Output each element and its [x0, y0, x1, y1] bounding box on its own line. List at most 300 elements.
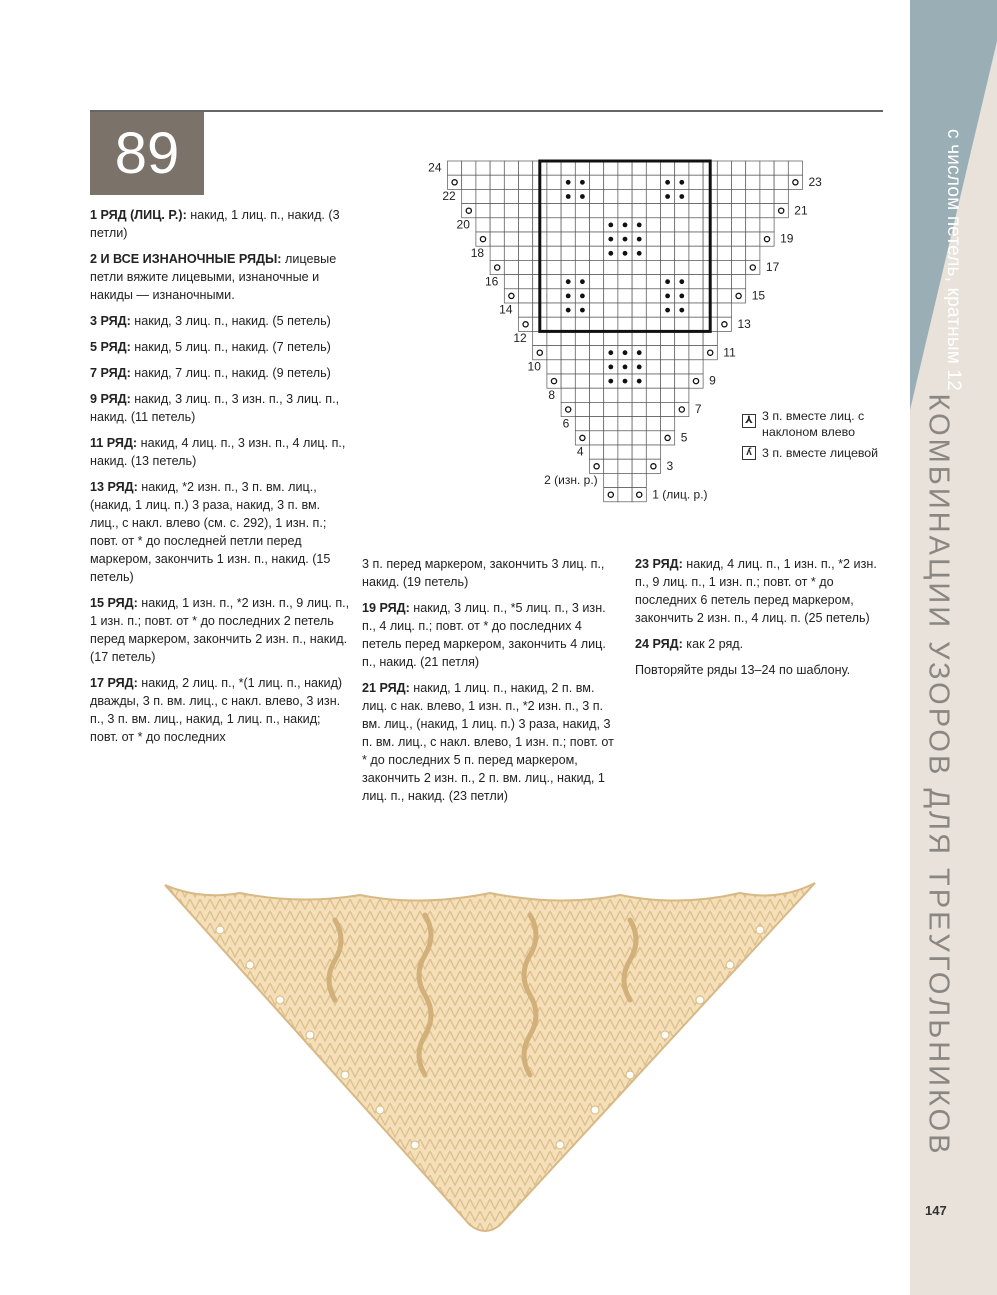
- chart-cell: [632, 275, 646, 289]
- chart-cell: [618, 431, 632, 445]
- chart-cell: [547, 331, 561, 345]
- chart-cell: [675, 388, 689, 402]
- row-text: накид, 2 лиц. п., *(1 лиц. п., накид) дважды, 3 п. вм. лиц., с накл. влево, 3 изн. п., 3 п. вм. лиц., накид, 1 лиц. п., накид; повт. от * до последних: [90, 676, 343, 744]
- left-slant-decrease-icon: ⅄: [742, 414, 756, 428]
- chart-cell: [575, 346, 589, 360]
- chart-cell: [604, 459, 618, 473]
- chart-cell: [646, 246, 660, 260]
- chart-cell: [448, 161, 462, 175]
- purl-symbol: [608, 365, 613, 370]
- row-label-left: 6: [562, 416, 570, 431]
- chart-cell: [618, 459, 632, 473]
- chart-cell: [717, 189, 731, 203]
- chart-cell: [760, 175, 774, 189]
- instruction-paragraph: [90, 674, 352, 746]
- chart-cell: [717, 246, 731, 260]
- chart-cell: [632, 473, 646, 487]
- chart-cell: [547, 360, 561, 374]
- chart-cell: [689, 374, 703, 388]
- row-label-left: 2 (изн. р.): [544, 473, 598, 488]
- chart-cell: [519, 218, 533, 232]
- chart-cell: [732, 260, 746, 274]
- chart-cell: [519, 161, 533, 175]
- chart-cell: [618, 260, 632, 274]
- chart-cell: [689, 360, 703, 374]
- chart-cell: [547, 303, 561, 317]
- chart-cell: [604, 417, 618, 431]
- chart-cell: [717, 303, 731, 317]
- chart-cell: [632, 289, 646, 303]
- chart-cell: [618, 289, 632, 303]
- chart-cell: [675, 232, 689, 246]
- chart-cell: [646, 331, 660, 345]
- chart-cell: [732, 246, 746, 260]
- row-label-right: 5: [680, 430, 688, 445]
- instruction-paragraph: [90, 594, 352, 666]
- chart-cell: [618, 388, 632, 402]
- chart-cell: [519, 232, 533, 246]
- chart-cell: [675, 317, 689, 331]
- row-label-right: 7: [694, 402, 702, 417]
- chart-cell: [661, 317, 675, 331]
- chart-cell: [561, 360, 575, 374]
- chart-cell: [646, 317, 660, 331]
- row-label-left: 16: [484, 274, 499, 289]
- instruction-paragraph: [635, 635, 887, 653]
- chart-cell: [618, 303, 632, 317]
- chart-cell: [575, 374, 589, 388]
- row-heading: 23 РЯД:: [635, 557, 683, 571]
- chart-cell: [519, 204, 533, 218]
- row-heading: 13 РЯД:: [90, 480, 138, 494]
- chart-cell: [774, 189, 788, 203]
- chart-cell: [590, 360, 604, 374]
- chart-cell: [561, 374, 575, 388]
- chart-cell: [746, 204, 760, 218]
- chart-cell: [632, 417, 646, 431]
- chart-cell: [519, 289, 533, 303]
- chart-cell: [519, 275, 533, 289]
- chart-cell: [646, 204, 660, 218]
- chart-cell: [547, 161, 561, 175]
- chart-cell: [689, 204, 703, 218]
- instruction-paragraph: [90, 338, 352, 356]
- chart-cell: [590, 417, 604, 431]
- chart-cell: [561, 232, 575, 246]
- chart-cell: [561, 346, 575, 360]
- chart-cell: [675, 204, 689, 218]
- chart-cell: [590, 232, 604, 246]
- chart-cell: [561, 388, 575, 402]
- chart-cell: [590, 402, 604, 416]
- chart-cell: [632, 204, 646, 218]
- row-label-right: 11: [723, 345, 736, 360]
- chart-cell: [490, 161, 504, 175]
- purl-symbol: [665, 279, 670, 284]
- chart-cell: [661, 374, 675, 388]
- chart-cell: [604, 260, 618, 274]
- chart-cell: [462, 161, 476, 175]
- purl-symbol: [608, 251, 613, 256]
- chart-cell: [746, 218, 760, 232]
- row-label-right: 9: [709, 373, 716, 388]
- chart-cell: [618, 317, 632, 331]
- chart-cell: [689, 303, 703, 317]
- purl-symbol: [679, 180, 684, 185]
- purl-symbol: [580, 294, 585, 299]
- purl-symbol: [679, 308, 684, 313]
- chart-cell: [732, 218, 746, 232]
- chart-cell: [604, 488, 618, 502]
- purl-symbol: [566, 279, 571, 284]
- chart-cell: [717, 275, 731, 289]
- row-text: накид, 4 лиц. п., 1 изн. п., *2 изн. п., 9 лиц. п., 1 изн. п.; повт. от * до последних 6 петель перед маркером, закончить 2 изн. п., 4 лиц. п. (25 петель): [635, 557, 877, 625]
- chart-cell: [632, 331, 646, 345]
- row-text: как 2 ряд.: [682, 637, 744, 651]
- chart-cell: [675, 218, 689, 232]
- instruction-paragraph: [90, 206, 352, 242]
- chart-cell: [519, 189, 533, 203]
- chart-cell: [774, 204, 788, 218]
- row-heading: 3 РЯД:: [90, 314, 131, 328]
- chart-cell: [575, 161, 589, 175]
- purl-symbol: [665, 308, 670, 313]
- chart-cell: [732, 232, 746, 246]
- chart-cell: [575, 232, 589, 246]
- chart-cell: [476, 232, 490, 246]
- chart-cell: [547, 246, 561, 260]
- chart-cell: [504, 218, 518, 232]
- chart-cell: [632, 402, 646, 416]
- chart-cell: [547, 218, 561, 232]
- row-label-right: 15: [751, 288, 766, 303]
- chart-cell: [504, 246, 518, 260]
- chart-cell: [575, 360, 589, 374]
- chart-cell: [689, 346, 703, 360]
- row-heading: 21 РЯД:: [362, 681, 410, 695]
- chart-cell: [774, 175, 788, 189]
- row-text: 3 п. перед маркером, закончить 3 лиц. п., накид. (19 петель): [362, 557, 605, 589]
- chart-cell: [732, 275, 746, 289]
- chart-cell: [476, 161, 490, 175]
- purl-symbol: [637, 365, 642, 370]
- chart-cell: [788, 161, 802, 175]
- pattern-number: 89: [90, 112, 204, 195]
- row-heading: 9 РЯД:: [90, 392, 131, 406]
- chart-cell: [604, 161, 618, 175]
- chart-cell: [561, 260, 575, 274]
- chart-cell: [646, 289, 660, 303]
- chart-cell: [604, 289, 618, 303]
- row-label-left: 12: [513, 331, 527, 346]
- chart-cell: [661, 204, 675, 218]
- chart-cell: [618, 402, 632, 416]
- chart-cell: [519, 260, 533, 274]
- chart-cell: [732, 204, 746, 218]
- chart-cell: [760, 161, 774, 175]
- chart-cell: [689, 232, 703, 246]
- chart-cell: [547, 175, 561, 189]
- chart-cell: [618, 417, 632, 431]
- purl-symbol: [637, 237, 642, 242]
- chart-cell: [675, 161, 689, 175]
- chart-cell: [476, 218, 490, 232]
- chart-cell: [760, 189, 774, 203]
- instruction-paragraph: [90, 434, 352, 470]
- chart-cell: [675, 260, 689, 274]
- purl-symbol: [637, 251, 642, 256]
- row-heading: 15 РЯД:: [90, 596, 138, 610]
- purl-symbol: [623, 237, 628, 242]
- chart-cell: [632, 388, 646, 402]
- chart-cell: [632, 189, 646, 203]
- chart-cell: [476, 204, 490, 218]
- purl-symbol: [580, 279, 585, 284]
- chart-cell: [746, 175, 760, 189]
- chart-cell: [561, 218, 575, 232]
- instruction-paragraph: [362, 599, 614, 671]
- chart-cell: [746, 161, 760, 175]
- chart-cell: [575, 260, 589, 274]
- purl-symbol: [608, 237, 613, 242]
- chart-cell: [504, 289, 518, 303]
- chart-cell: [590, 431, 604, 445]
- chart-cell: [590, 275, 604, 289]
- purl-symbol: [608, 379, 613, 384]
- chart-cell: [490, 204, 504, 218]
- chart-cell: [689, 218, 703, 232]
- row-label-left: 24: [428, 160, 442, 175]
- chart-cell: [604, 331, 618, 345]
- purl-symbol: [679, 194, 684, 199]
- chart-cell: [689, 275, 703, 289]
- chart-cell: [604, 303, 618, 317]
- chart-cell: [490, 218, 504, 232]
- row-label-left: 18: [470, 245, 485, 260]
- row-heading: 5 РЯД:: [90, 340, 131, 354]
- chart-cell: [618, 204, 632, 218]
- purl-symbol: [566, 180, 571, 185]
- chart-cell: [547, 275, 561, 289]
- chart-cell: [646, 260, 660, 274]
- chart-cell: [646, 218, 660, 232]
- chart-cell: [561, 246, 575, 260]
- chart-cell: [547, 289, 561, 303]
- chart-cell: [760, 204, 774, 218]
- chart-cell: [590, 189, 604, 203]
- purl-symbol: [566, 308, 571, 313]
- chart-cell: [590, 260, 604, 274]
- chart-cell: [590, 388, 604, 402]
- chart-cell: [661, 246, 675, 260]
- row-text: накид, 1 лиц. п., накид, 2 п. вм. лиц. с нак. влево, 1 изн. п., *2 изн. п., 3 п. вм. лиц., (накид, 1 лиц. п.) 3 раза, накид, 3 п. вм. лиц., с накл. влево, 1 изн. п.; повт. от * до последних 5 п. перед маркером, закончить 2 изн. п., 2 п. вм. лиц., накид, 1 лиц. п., накид. (23 петли): [362, 681, 614, 803]
- chart-cell: [689, 189, 703, 203]
- chart-cell: [462, 175, 476, 189]
- row-heading: 11 РЯД:: [90, 436, 138, 450]
- chart-cell: [590, 161, 604, 175]
- chart-cell: [547, 204, 561, 218]
- instruction-paragraph: [635, 555, 887, 627]
- chart-cell: [661, 417, 675, 431]
- chart-cell: [717, 161, 731, 175]
- chart-cell: [590, 246, 604, 260]
- instruction-paragraph: [635, 661, 887, 679]
- chart-cell: [604, 317, 618, 331]
- chart-cell: [490, 232, 504, 246]
- chart-cell: [646, 374, 660, 388]
- knitted-shawl-photo: [160, 875, 820, 1240]
- chart-cell: [632, 431, 646, 445]
- chart-cell: [575, 204, 589, 218]
- chart-cell: [689, 331, 703, 345]
- purl-symbol: [623, 251, 628, 256]
- chart-cell: [632, 161, 646, 175]
- chart-cell: [661, 218, 675, 232]
- chart-cell: [632, 459, 646, 473]
- row-text: накид, 5 лиц. п., накид. (7 петель): [130, 340, 331, 354]
- chart-cell: [632, 488, 646, 502]
- chart-cell: [760, 218, 774, 232]
- row-label-left: 20: [456, 217, 470, 232]
- legend-item-2: 3 п. вместе лицевой: [762, 446, 879, 460]
- chart-cell: [575, 246, 589, 260]
- chart-cell: [604, 473, 618, 487]
- row-label-right: 1 (лиц. р.): [652, 487, 708, 502]
- chart-cell: [504, 189, 518, 203]
- purl-symbol: [623, 350, 628, 355]
- purl-symbol: [665, 194, 670, 199]
- row-text: лицевые петли вяжите лицевыми, изнаночные и накиды — изнаночными.: [90, 252, 337, 302]
- chart-cell: [717, 289, 731, 303]
- chart-cell: [604, 445, 618, 459]
- chart-cell: [519, 175, 533, 189]
- chart-cell: [774, 161, 788, 175]
- chart-cell: [561, 402, 575, 416]
- chart-cell: [632, 317, 646, 331]
- purl-symbol: [623, 379, 628, 384]
- chart-cell: [689, 260, 703, 274]
- row-label-left: 4: [576, 444, 584, 459]
- chart-cell: [703, 331, 717, 345]
- legend-item-1: 3 п. вместе лиц. с наклоном влево: [762, 409, 865, 439]
- chart-cell: [689, 161, 703, 175]
- purl-symbol: [665, 294, 670, 299]
- instructions-column-3: [635, 555, 887, 687]
- chart-cell: [689, 317, 703, 331]
- chart-cell: [490, 260, 504, 274]
- chart-cell: [675, 374, 689, 388]
- chart-cell: [717, 218, 731, 232]
- chart-cell: [575, 317, 589, 331]
- chart-cell: [618, 189, 632, 203]
- instruction-paragraph: [90, 250, 352, 304]
- chart-cell: [646, 303, 660, 317]
- chart-cell: [575, 331, 589, 345]
- chart-cell: [661, 260, 675, 274]
- chart-cell: [618, 445, 632, 459]
- row-label-left: 22: [442, 189, 456, 204]
- chart-cell: [504, 232, 518, 246]
- chart-cell: [575, 417, 589, 431]
- row-label-right: 21: [794, 203, 808, 218]
- chart-cell: [547, 317, 561, 331]
- chart-cell: [604, 388, 618, 402]
- chart-cell: [632, 260, 646, 274]
- chart-cell: [590, 218, 604, 232]
- chart-cell: [646, 232, 660, 246]
- purl-symbol: [580, 194, 585, 199]
- chart-cell: [732, 175, 746, 189]
- instruction-paragraph: [362, 555, 614, 591]
- chart-cell: [462, 189, 476, 203]
- chart-cell: [448, 175, 462, 189]
- chart-cell: [618, 473, 632, 487]
- row-heading: 7 РЯД:: [90, 366, 131, 380]
- row-text: накид, 3 лиц. п., 3 изн. п., 3 лиц. п., накид. (11 петель): [90, 392, 340, 424]
- chart-cell: [746, 246, 760, 260]
- chart-cell: [646, 388, 660, 402]
- purl-symbol: [637, 223, 642, 228]
- purl-symbol: [637, 350, 642, 355]
- purl-symbol: [566, 294, 571, 299]
- chart-cell: [561, 161, 575, 175]
- purl-symbol: [580, 180, 585, 185]
- row-text: накид, 3 лиц. п., *5 лиц. п., 3 изн. п., 4 лиц. п.; повт. от * до последних 4 петель перед маркером, закончить 4 лиц. п., накид. (21 петля): [362, 601, 606, 669]
- chart-cell: [675, 402, 689, 416]
- purl-symbol: [623, 223, 628, 228]
- chart-cell: [590, 289, 604, 303]
- chart-cell: [732, 189, 746, 203]
- chart-cell: [760, 232, 774, 246]
- chart-cell: [604, 189, 618, 203]
- chart-cell: [646, 175, 660, 189]
- chart-cell: [547, 260, 561, 274]
- chart-cell: [717, 175, 731, 189]
- row-text: Повторяйте ряды 13–24 по шаблону.: [635, 663, 851, 677]
- chart-cell: [646, 275, 660, 289]
- chart-cell: [476, 175, 490, 189]
- chart-cell: [661, 431, 675, 445]
- chart-cell: [661, 161, 675, 175]
- purl-symbol: [679, 279, 684, 284]
- sidebar-title: КОМБИНАЦИИ УЗОРОВ ДЛЯ ТРЕУГОЛЬНИКОВ: [922, 393, 955, 1157]
- row-text: накид, 7 лиц. п., накид. (9 петель): [130, 366, 331, 380]
- chart-cell: [689, 175, 703, 189]
- chart-cell: [618, 331, 632, 345]
- purl-symbol: [608, 223, 613, 228]
- header-rule: [90, 110, 883, 112]
- row-label-left: 10: [527, 359, 541, 374]
- chart-cell: [661, 388, 675, 402]
- chart-cell: [646, 445, 660, 459]
- chart-cell: [547, 189, 561, 203]
- chart-cell: [618, 161, 632, 175]
- purl-symbol: [608, 350, 613, 355]
- chart-cell: [717, 260, 731, 274]
- chart-cell: [604, 275, 618, 289]
- chart-cell: [618, 175, 632, 189]
- chart-cell: [675, 360, 689, 374]
- chart-cell: [504, 260, 518, 274]
- chart-cell: [590, 331, 604, 345]
- chart-cell: [575, 388, 589, 402]
- chart-cell: [533, 331, 547, 345]
- decrease-icon: ʎ: [742, 446, 756, 460]
- chart-cell: [746, 189, 760, 203]
- sidebar-subtitle: с числом петель, кратным 12: [943, 129, 964, 391]
- chart-cell: [590, 346, 604, 360]
- chart-cell: [590, 303, 604, 317]
